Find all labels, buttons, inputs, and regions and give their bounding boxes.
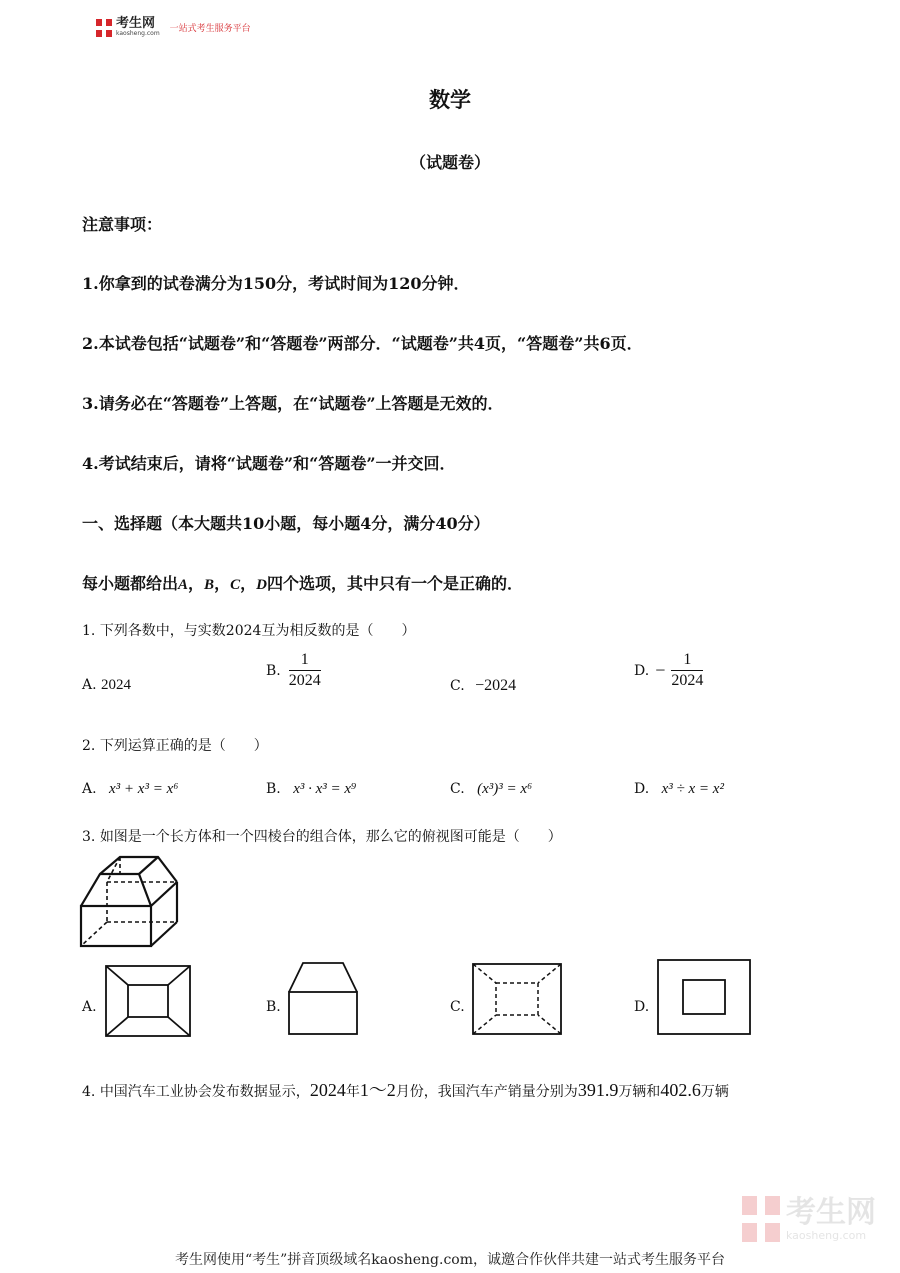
option-expr: x³ · x³ = x⁹ [293, 781, 357, 797]
letter-a: A [178, 577, 189, 593]
option-expr: x³ ÷ x = x² [661, 781, 724, 797]
option-label: D. [634, 781, 650, 797]
numerator: 1 [289, 651, 321, 671]
q3-option-c-label: C. [450, 999, 465, 1015]
letter-c: C [230, 577, 241, 593]
question-number: 4. [82, 1084, 96, 1100]
question-1 [82, 620, 415, 640]
section-instruction [82, 571, 523, 594]
question-4 [82, 1076, 729, 1102]
section-title: 一、选择题（本大题共10小题，每小题4分，满分40分） [82, 514, 490, 533]
stem-text: 万辆和 [618, 1084, 661, 1100]
option-label: D. [634, 662, 650, 679]
letter-d: D [256, 577, 267, 593]
notice-item: 4.考试结束后，请将“试题卷”和“答题卷”一并交回． [82, 454, 456, 473]
question-3 [82, 826, 562, 846]
question-stem: 下列运算正确的是（ ） [99, 738, 268, 754]
notice-item: 3.请务必在“答题卷”上答题，在“试题卷”上答题是无效的． [82, 394, 504, 413]
q3-option-b-label: B. [266, 999, 281, 1015]
numerator: 1 [671, 651, 703, 671]
q1-option-b[interactable] [266, 651, 321, 690]
watermark [742, 1196, 876, 1242]
q3-option-b-figure[interactable] [287, 961, 359, 1037]
q1-option-a[interactable] [82, 677, 131, 694]
option-label: B. [266, 781, 281, 797]
watermark-url: kaosheng.com [786, 1228, 867, 1242]
logo-brand: 考生网 [116, 16, 156, 31]
instr-sep: ， [214, 574, 231, 593]
instr-pre: 每小题都给出 [82, 574, 179, 593]
q2-option-d[interactable] [634, 781, 724, 798]
logo-slogan: 一站式考生服务平台 [169, 24, 251, 34]
q3-option-d-figure[interactable] [656, 958, 752, 1036]
stem-number: 402.6 [660, 1080, 701, 1100]
question-2 [82, 735, 268, 755]
q3-option-a-label: A. [82, 999, 97, 1015]
q1-option-d[interactable] [634, 651, 703, 690]
letter-b: B [204, 577, 215, 593]
stem-text: 年 [345, 1084, 360, 1100]
option-expr: (x³)³ = x⁶ [477, 781, 533, 797]
kaosheng-logo-icon [96, 19, 112, 37]
stem-number: 1～2 [359, 1080, 396, 1100]
denominator: 2024 [288, 672, 321, 689]
page-subtitle: （试题卷） [409, 153, 490, 172]
page-title: 数学 [429, 87, 471, 112]
option-label: A. [82, 781, 97, 797]
q1-option-c[interactable] [450, 677, 516, 695]
q3-option-d-label: D. [634, 999, 650, 1015]
q2-option-b[interactable] [266, 781, 356, 798]
notice-item: 2.本试卷包括“试题卷”和“答题卷”两部分．“试题卷”共4页，“答题卷”共6页． [82, 334, 643, 353]
notice-heading: 注意事项： [82, 215, 163, 234]
question-stem: 如图是一个长方体和一个四棱台的组合体，那么它的俯视图可能是（ ） [99, 829, 562, 845]
stem-number: 391.9 [577, 1080, 619, 1100]
question-number: 1. [82, 623, 96, 639]
option-value: 2024 [101, 677, 132, 693]
q2-option-a[interactable] [82, 781, 178, 798]
minus-sign: − [655, 660, 666, 680]
q2-option-c[interactable] [450, 781, 532, 798]
stem-text: 万辆 [700, 1084, 729, 1100]
logo-url: kaosheng.com [116, 30, 160, 37]
q3-option-c-figure[interactable] [471, 962, 563, 1036]
instr-post: 四个选项，其中只有一个是正确的． [266, 574, 523, 593]
notice-item: 1.你拿到的试卷满分为150分，考试时间为120分钟． [82, 274, 470, 293]
option-label: C. [450, 781, 465, 797]
stem-text: 月份，我国汽车产销量分别为 [395, 1084, 578, 1100]
question-stem: 下列各数中，与实数2024互为相反数的是（ ） [99, 623, 416, 639]
watermark-logo-icon [742, 1196, 780, 1242]
option-label: C. [450, 678, 465, 694]
option-label: B. [266, 662, 281, 679]
option-value: −2024 [475, 677, 517, 694]
footer-text: 考生网使用“考生”拼音顶级域名kaosheng.com，诚邀合作伙伴共建一站式考生服务平台 [174, 1252, 726, 1268]
fraction [289, 651, 321, 690]
header-logo[interactable] [96, 18, 251, 37]
stem-number: 2024 [309, 1080, 346, 1100]
option-expr: x³ + x³ = x⁶ [109, 781, 179, 797]
instr-sep: ， [240, 574, 257, 593]
question-number: 3. [82, 829, 96, 845]
denominator: 2024 [671, 672, 704, 689]
fraction [671, 651, 703, 690]
instr-sep: ， [188, 574, 205, 593]
option-label: A. [82, 677, 97, 693]
q3-option-a-figure[interactable] [104, 964, 192, 1038]
question-number: 2. [82, 738, 96, 754]
solid-figure [78, 850, 184, 950]
watermark-brand: 考生网 [786, 1194, 876, 1230]
stem-text: 中国汽车工业协会发布数据显示， [99, 1084, 310, 1100]
